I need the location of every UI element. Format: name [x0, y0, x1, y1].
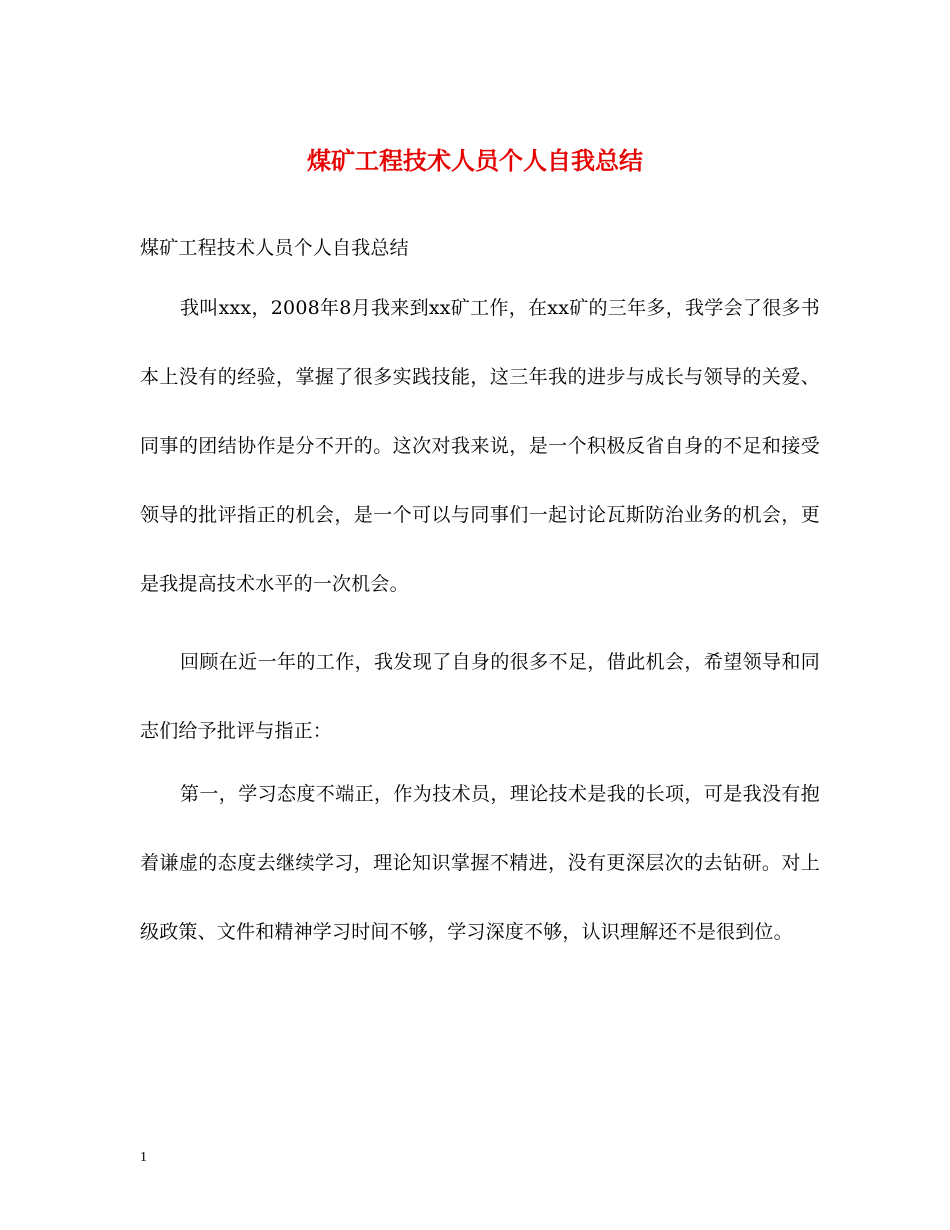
page-number: 1	[140, 1150, 147, 1165]
document-title: 煤矿工程技术人员个人自我总结	[307, 146, 643, 175]
paragraph-1: 我叫xxx，2008年8月我来到xx矿工作，在xx矿的三年多，我学会了很多书本上没有的经验，掌握了很多实践技能，这三年我的进步与成长与领导的关爱、同事的团结协作是分不开的。这次对我来说，是一个积极反省自身的不足和接受领导的批评指正的机会，是一个可以与同事们一起讨论瓦斯防治业务的机会，更是我提高技术水平的一次机会。	[140, 297, 820, 595]
paragraph-2: 回顾在近一年的工作，我发现了自身的很多不足，借此机会，希望领导和同志们给予批评与指正：	[140, 651, 820, 742]
document-subtitle: 煤矿工程技术人员个人自我总结	[140, 237, 409, 259]
paragraph-3: 第一，学习态度不端正，作为技术员，理论技术是我的长项，可是我没有抱着谦虚的态度去继续学习，理论知识掌握不精进，没有更深层次的去钻研。对上级政策、文件和精神学习时间不够，学习深度不够，认识理解还不是很到位。	[140, 783, 820, 943]
